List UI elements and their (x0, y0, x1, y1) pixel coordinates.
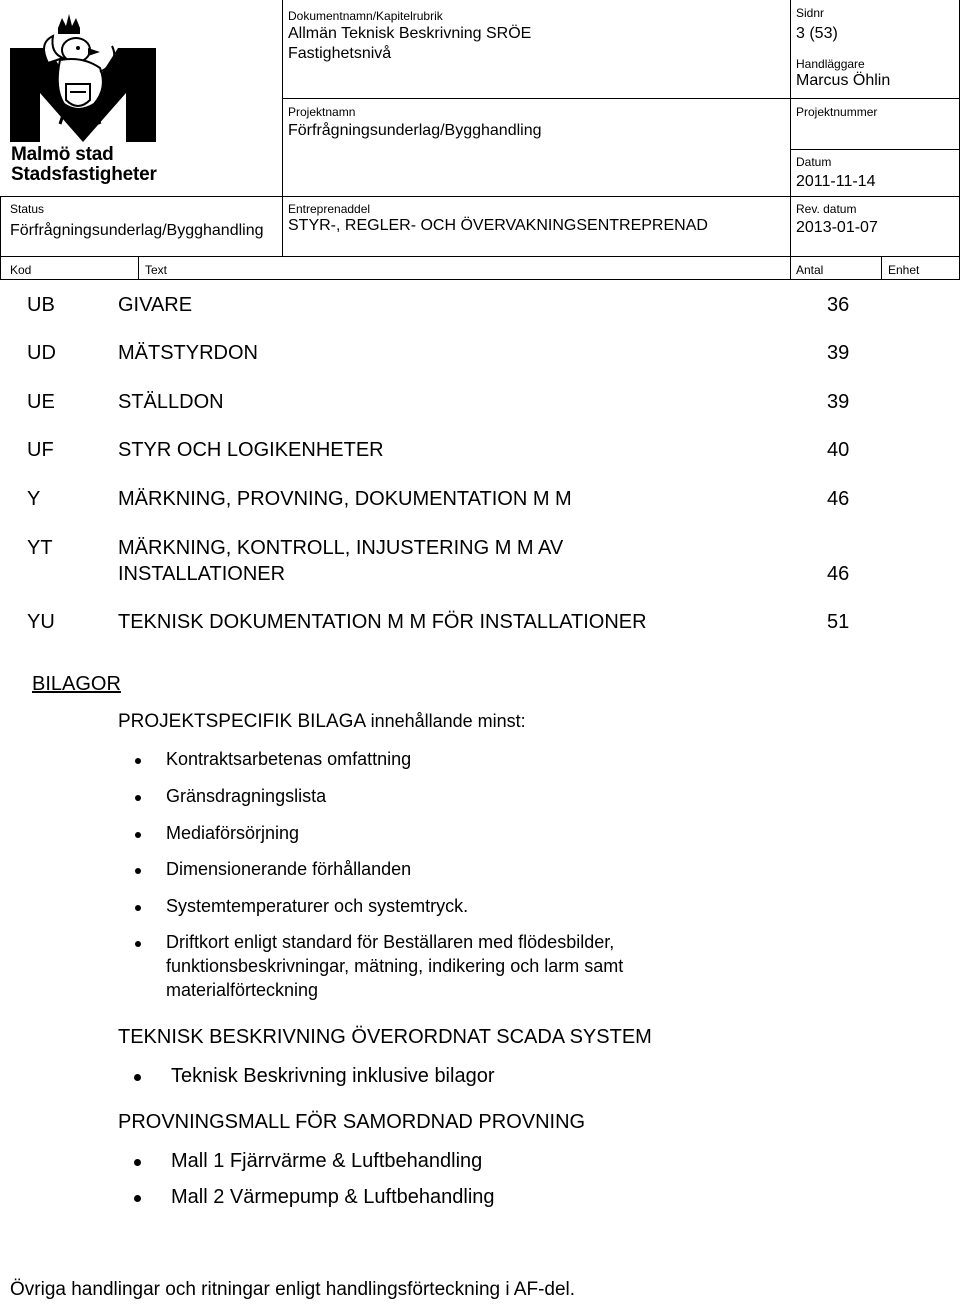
handlaggare-value: Marcus Öhlin (796, 72, 891, 89)
logo-org-line2: Stadsfastigheter (11, 164, 157, 185)
divider (790, 149, 960, 150)
toc-text: STYR OCH LOGIKENHETER (118, 439, 384, 461)
toc-text: STÄLLDON (118, 391, 224, 413)
list-item: Mall 2 Värmepump & Luftbehandling (171, 1186, 495, 1208)
divider (881, 256, 882, 280)
bilagor-heading: BILAGOR (32, 673, 121, 695)
list-item: Mediaförsörjning (166, 823, 300, 843)
list-item: Kontraktsarbetenas omfattning (166, 749, 412, 769)
column-header-enhet: Enhet (888, 263, 920, 277)
toc-code: YU (27, 611, 55, 633)
divider (790, 256, 791, 280)
handlaggare-label: Handläggare (796, 57, 865, 71)
divider (282, 0, 283, 256)
bullet-icon (135, 868, 141, 874)
divider (0, 279, 960, 280)
toc-page: 46 (827, 563, 850, 585)
toc-page: 39 (827, 391, 850, 413)
toc-code: UB (27, 294, 55, 316)
list-item: Mall 1 Fjärrvärme & Luftbehandling (171, 1150, 483, 1172)
divider (282, 98, 790, 99)
griffin-emblem-icon (8, 8, 158, 148)
bullet-icon (134, 1195, 141, 1202)
list-item-line2: funktionsbeskrivningar, mätning, indikering och larm samt (166, 956, 624, 976)
doc-value-line1: Allmän Teknisk Beskrivning SRÖE (288, 25, 532, 42)
projektnamn-value: Förfrågningsunderlag/Bygghandling (288, 122, 542, 139)
column-header-antal: Antal (796, 263, 824, 277)
toc-text: TEKNISK DOKUMENTATION M M FÖR INSTALLATIONER (118, 611, 647, 633)
column-header-kod: Kod (10, 263, 32, 277)
provning-heading: PROVNINGSMALL FÖR SAMORDNAD PROVNING (118, 1111, 586, 1133)
bullet-icon (135, 941, 141, 947)
column-header-text: Text (145, 263, 168, 277)
status-label: Status (10, 202, 45, 216)
malmo-stad-logo (8, 8, 158, 188)
projektnummer-label: Projektnummer (796, 105, 878, 119)
list-item: Teknisk Beskrivning inklusive bilagor (171, 1065, 495, 1087)
revdatum-label: Rev. datum (796, 202, 857, 216)
list-item: Gränsdragningslista (166, 786, 327, 806)
list-item-line3: materialförteckning (166, 980, 319, 1000)
status-value: Förfrågningsunderlag/Bygghandling (10, 222, 264, 239)
divider (0, 196, 1, 280)
toc-page: 40 (827, 439, 850, 461)
projektnamn-label: Projektnamn (288, 105, 356, 119)
datum-label: Datum (796, 155, 832, 169)
sidnr-value: 3 (53) (796, 25, 838, 42)
projektspecifik-heading-line (118, 711, 526, 733)
bullet-icon (134, 1074, 141, 1081)
toc-text: MÄTSTYRDON (118, 342, 258, 364)
bullet-icon (134, 1159, 141, 1166)
toc-code: Y (27, 488, 41, 510)
entreprenaddel-value: STYR-, REGLER- OCH ÖVERVAKNINGSENTREPRENAD (288, 217, 708, 234)
bullet-icon (135, 795, 141, 801)
toc-code: YT (27, 537, 53, 559)
list-item: Dimensionerande förhållanden (166, 859, 412, 879)
divider (790, 98, 960, 99)
toc-text: GIVARE (118, 294, 193, 316)
revdatum-value: 2013-01-07 (796, 219, 878, 236)
footer-note: Övriga handlingar och ritningar enligt handlingsförteckning i AF-del. (10, 1279, 576, 1300)
doc-value-line2: Fastighetsnivå (288, 45, 392, 62)
toc-code: UE (27, 391, 55, 413)
toc-code: UD (27, 342, 56, 364)
toc-text-line1: MÄRKNING, KONTROLL, INJUSTERING M M AV (118, 537, 564, 559)
toc-text: MÄRKNING, PROVNING, DOKUMENTATION M M (118, 488, 572, 510)
logo-org-line1: Malmö stad (11, 144, 114, 165)
toc-page: 36 (827, 294, 850, 316)
divider (790, 0, 791, 256)
projektspecifik-suffix: innehållande minst: (370, 711, 526, 731)
sidnr-label: Sidnr (796, 6, 825, 20)
list-item-line1: Driftkort enligt standard för Beställaren med flödesbilder, (166, 932, 615, 952)
entreprenaddel-label: Entreprenaddel (288, 202, 371, 216)
bullet-icon (135, 905, 141, 911)
list-item: Systemtemperaturer och systemtryck. (166, 896, 469, 916)
bullet-icon (135, 758, 141, 764)
projektspecifik-heading: PROJEKTSPECIFIK BILAGA (118, 711, 367, 732)
toc-text-line2: INSTALLATIONER (118, 563, 286, 585)
divider (0, 256, 960, 257)
divider (138, 256, 139, 280)
scada-heading: TEKNISK BESKRIVNING ÖVERORDNAT SCADA SYSTEM (118, 1026, 652, 1048)
doc-label: Dokumentnamn/Kapitelrubrik (288, 9, 443, 23)
datum-value: 2011-11-14 (796, 173, 876, 190)
divider (0, 196, 960, 197)
bullet-icon (135, 832, 141, 838)
toc-page: 46 (827, 488, 850, 510)
toc-page: 51 (827, 611, 850, 633)
toc-page: 39 (827, 342, 850, 364)
toc-code: UF (27, 439, 54, 461)
